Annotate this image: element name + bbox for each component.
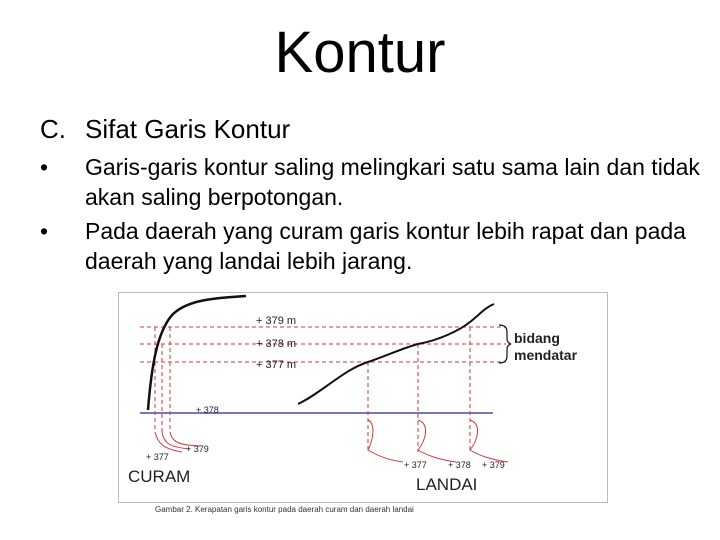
contour-label-379: + 379 m (256, 315, 297, 327)
landai-label-379: + 379 (482, 460, 505, 470)
bullet-list (40, 152, 700, 280)
bullet-marker: • (40, 218, 49, 244)
curam-label-379: + 379 (186, 444, 209, 454)
landai-label-377: + 377 (404, 460, 427, 470)
bullet-item (40, 152, 700, 212)
curam-label-377: + 377 (146, 452, 169, 462)
landai-title: LANDAI (416, 475, 478, 494)
bullet-text: Garis-garis kontur saling melingkari satu sama lain dan tidak akan saling berpotongan. (85, 154, 700, 210)
figure-frame (119, 293, 608, 503)
bullet-marker: • (40, 154, 49, 180)
landai-label-378: + 378 (448, 460, 471, 470)
bidang-label-line2: mendatar (514, 347, 578, 363)
section-heading-text: Sifat Garis Kontur (85, 114, 291, 144)
bullet-text: Pada daerah yang curam garis kontur lebih rapat dan pada daerah yang landai lebih jarang. (85, 218, 686, 274)
contour-label-378: + 378 m (256, 338, 297, 350)
contour-figure (118, 292, 608, 520)
section-letter: C. (40, 114, 66, 144)
figure-caption: Gambar 2. Kerapatan garis kontur pada daerah curam dan daerah landai (155, 505, 414, 514)
contour-label-377: + 377 m (256, 359, 297, 371)
bidang-label-line1: bidang (514, 330, 560, 346)
slide-title: Kontur (274, 20, 446, 85)
section-heading (40, 112, 290, 146)
curam-title: CURAM (128, 467, 191, 486)
curam-label-378: + 378 (196, 405, 219, 415)
bullet-item (40, 216, 700, 276)
